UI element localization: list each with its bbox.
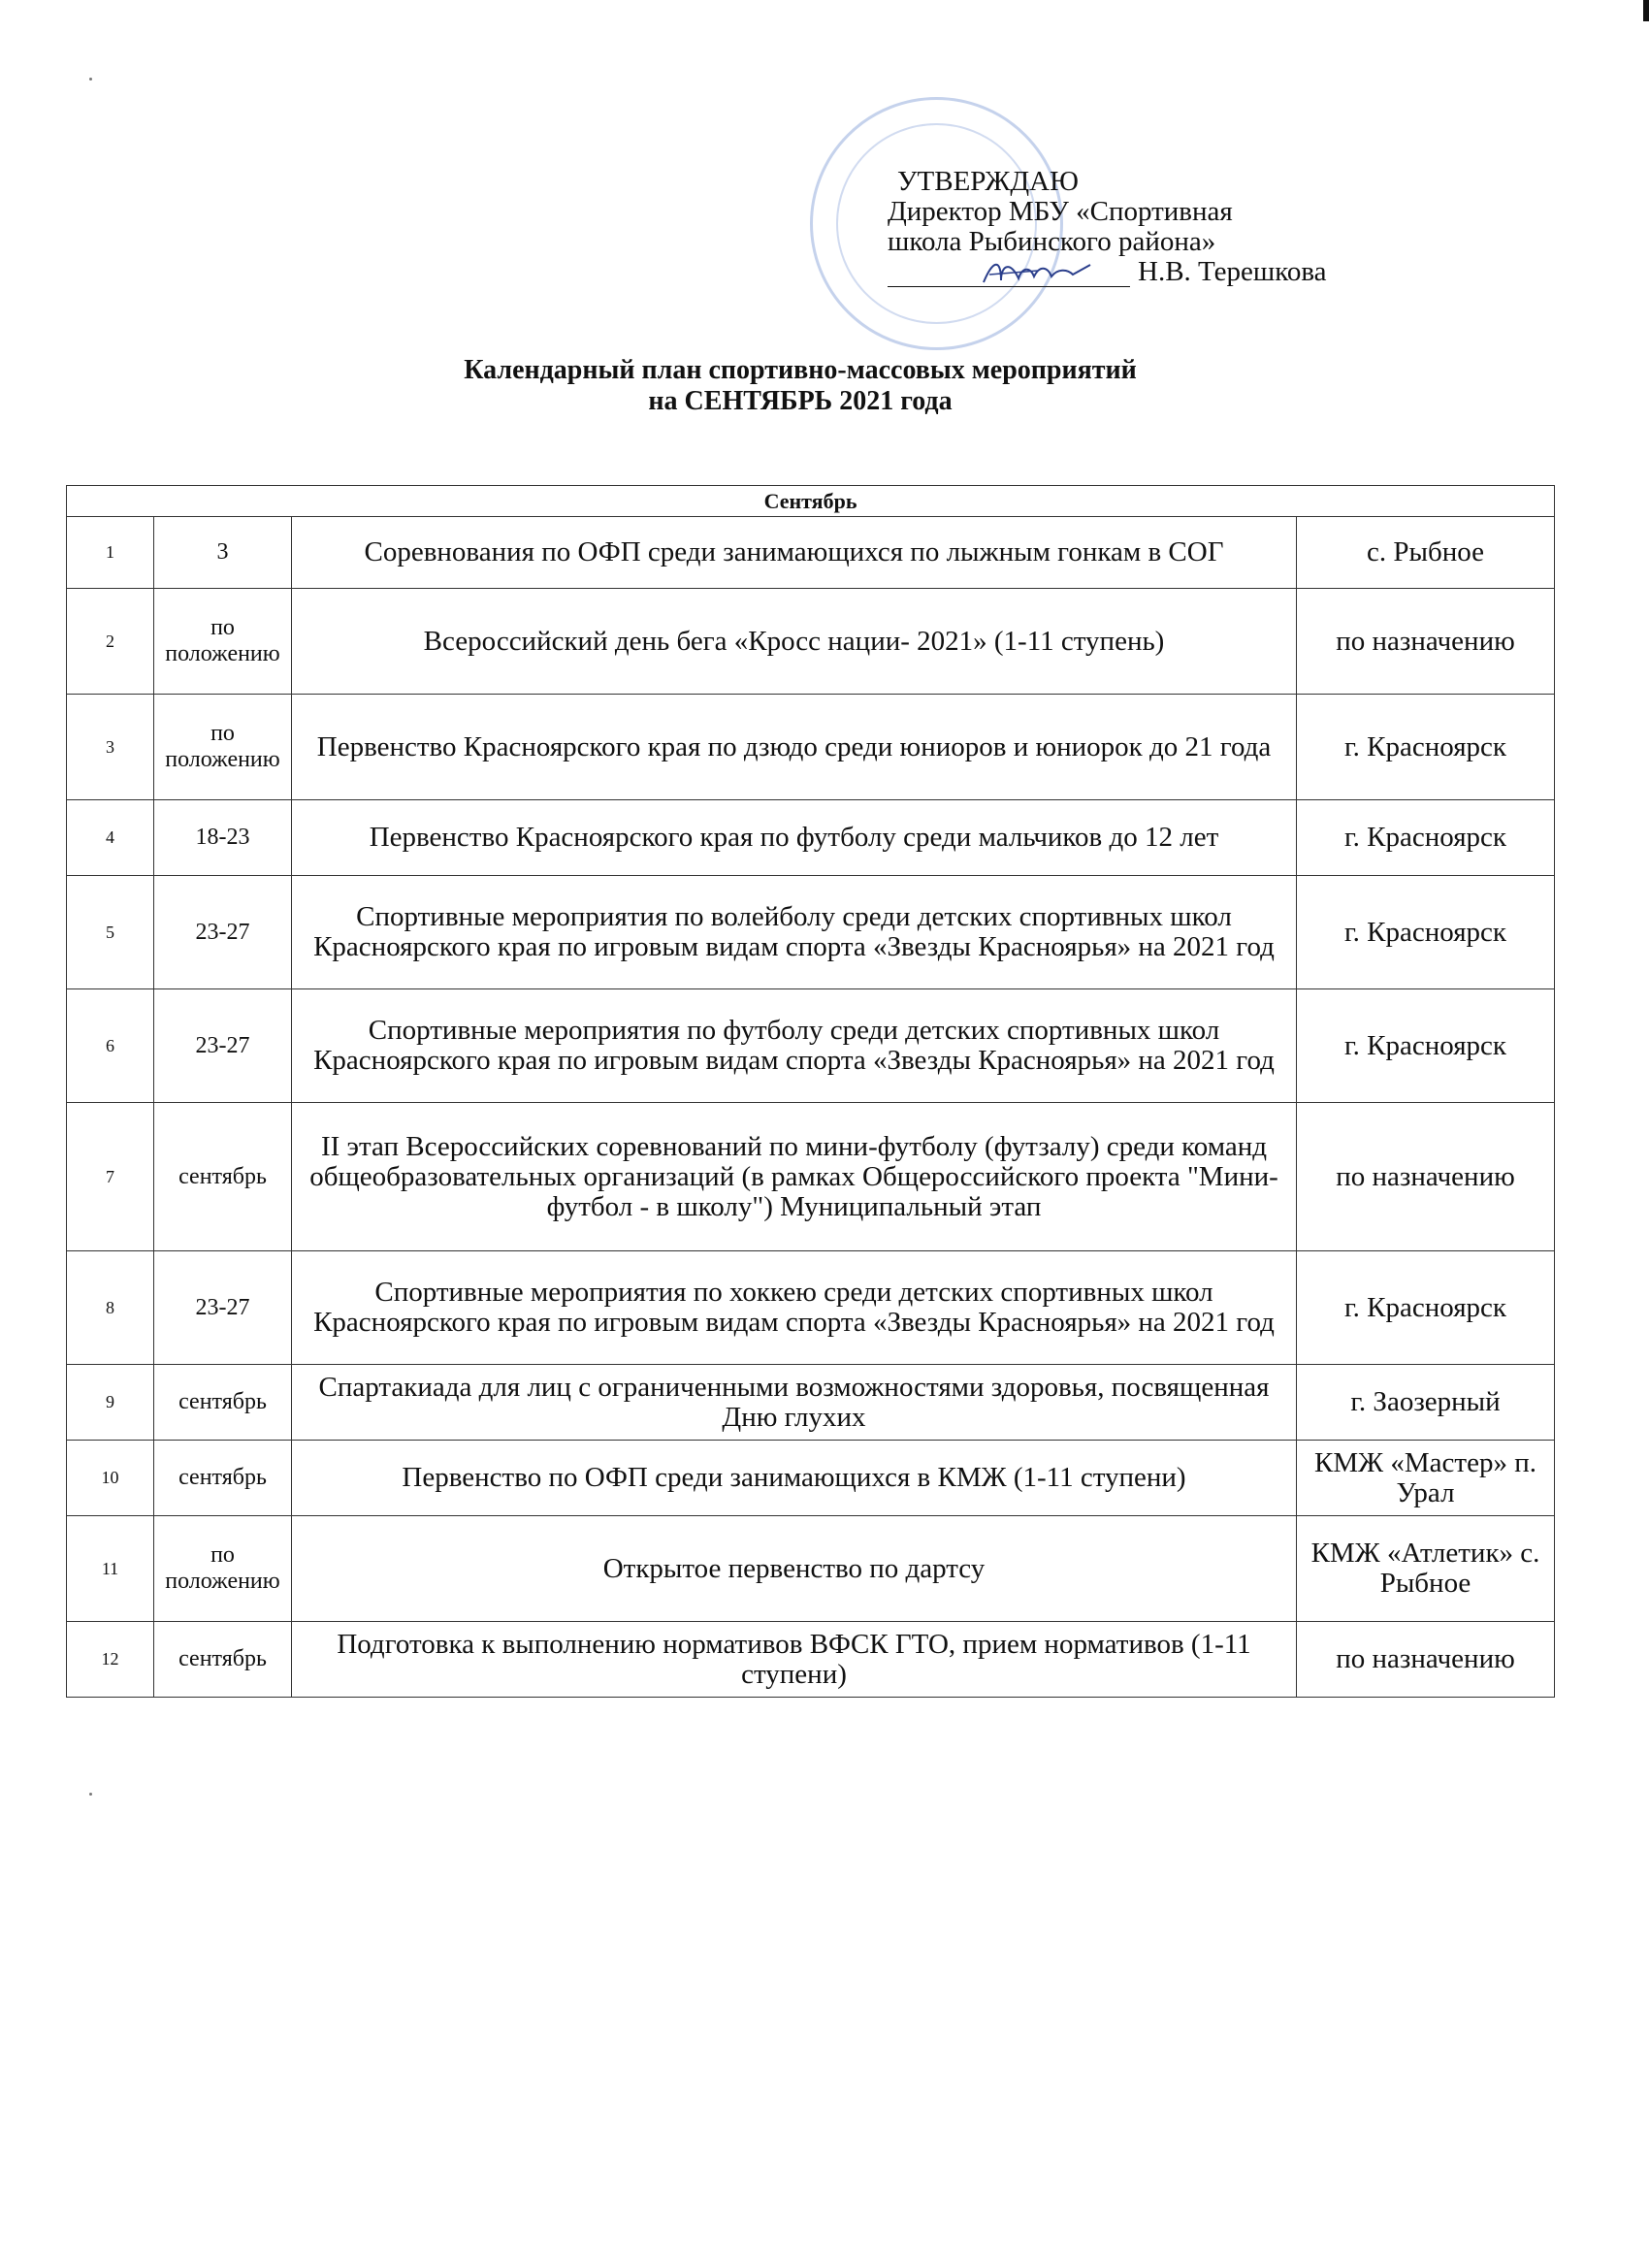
event-date: 23-27 <box>154 876 292 989</box>
title-line-1: Календарный план спортивно-массовых мероприятий <box>464 355 1137 385</box>
event-place: с. Рыбное <box>1297 517 1555 589</box>
row-number: 11 <box>67 1516 154 1622</box>
event-title: Всероссийский день бега «Кросс нации- 2021» (1-11 ступень) <box>292 589 1297 695</box>
event-place: по назначению <box>1297 1622 1555 1698</box>
table-row <box>67 1103 1555 1251</box>
table-body <box>67 517 1555 1698</box>
title-line-2: на СЕНТЯБРЬ 2021 года <box>648 386 953 416</box>
row-number: 1 <box>67 517 154 589</box>
event-date: сентябрь <box>154 1103 292 1251</box>
event-date: по положению <box>154 589 292 695</box>
table-row <box>67 517 1555 589</box>
event-place: КМЖ «Мастер» п. Урал <box>1297 1441 1555 1516</box>
row-number: 7 <box>67 1103 154 1251</box>
event-place: г. Красноярск <box>1297 989 1555 1103</box>
event-place: г. Красноярск <box>1297 695 1555 800</box>
row-number: 6 <box>67 989 154 1103</box>
approval-organization: школа Рыбинского района» <box>888 226 1216 257</box>
table-row <box>67 1441 1555 1516</box>
event-title: II этап Всероссийских соревнований по мини-футболу (футзалу) среди команд общеобразовательных организаций (в рамках Общероссийского проекта "Мини-футбол - в школу") Муниципальный этап <box>292 1103 1297 1251</box>
event-place: г. Красноярск <box>1297 876 1555 989</box>
event-title: Открытое первенство по дартсу <box>292 1516 1297 1622</box>
event-date: сентябрь <box>154 1365 292 1441</box>
event-date: 23-27 <box>154 1251 292 1365</box>
row-number: 12 <box>67 1622 154 1698</box>
table-row <box>67 695 1555 800</box>
event-title: Первенство Красноярского края по дзюдо среди юниоров и юниорок до 21 года <box>292 695 1297 800</box>
row-number: 10 <box>67 1441 154 1516</box>
table-row <box>67 1251 1555 1365</box>
event-date: по положению <box>154 1516 292 1622</box>
table-row <box>67 989 1555 1103</box>
event-title: Спортивные мероприятия по волейболу среди детских спортивных школ Красноярского края по игровым видам спорта «Звезды Красноярья» на 2021 год <box>292 876 1297 989</box>
event-title: Первенство Красноярского края по футболу среди мальчиков до 12 лет <box>292 800 1297 876</box>
row-number: 3 <box>67 695 154 800</box>
document-title <box>0 355 1600 417</box>
row-number: 5 <box>67 876 154 989</box>
table-row <box>67 589 1555 695</box>
handwritten-signature <box>980 253 1096 292</box>
approval-heading: УТВЕРЖДАЮ <box>897 166 1079 197</box>
table-month-header-row <box>67 486 1555 517</box>
scan-edge-mark <box>1643 0 1649 21</box>
row-number: 2 <box>67 589 154 695</box>
scan-speck <box>89 78 92 81</box>
event-date: сентябрь <box>154 1622 292 1698</box>
events-table <box>66 485 1555 1698</box>
event-title: Спартакиада для лиц с ограниченными возможностями здоровья, посвященная Дню глухих <box>292 1365 1297 1441</box>
event-title: Спортивные мероприятия по хоккею среди детских спортивных школ Красноярского края по игровым видам спорта «Звезды Красноярья» на 2021 год <box>292 1251 1297 1365</box>
scan-speck <box>89 1793 92 1796</box>
table-row <box>67 1365 1555 1441</box>
approval-block <box>888 167 1327 287</box>
signature-line <box>888 263 1130 287</box>
event-date: 3 <box>154 517 292 589</box>
event-date: 23-27 <box>154 989 292 1103</box>
event-title: Подготовка к выполнению нормативов ВФСК ГТО, прием нормативов (1-11 ступени) <box>292 1622 1297 1698</box>
event-title: Первенство по ОФП среди занимающихся в КМЖ (1-11 ступени) <box>292 1441 1297 1516</box>
row-number: 4 <box>67 800 154 876</box>
event-title: Спортивные мероприятия по футболу среди детских спортивных школ Красноярского края по игровым видам спорта «Звезды Красноярья» на 2021 год <box>292 989 1297 1103</box>
event-date: сентябрь <box>154 1441 292 1516</box>
table-row <box>67 876 1555 989</box>
event-place: г. Красноярск <box>1297 800 1555 876</box>
event-place: по назначению <box>1297 1103 1555 1251</box>
table-row <box>67 800 1555 876</box>
signature-row <box>888 257 1327 287</box>
event-place: г. Заозерный <box>1297 1365 1555 1441</box>
approval-position: Директор МБУ «Спортивная <box>888 196 1233 227</box>
event-place: г. Красноярск <box>1297 1251 1555 1365</box>
month-header: Сентябрь <box>67 486 1555 517</box>
table-row <box>67 1516 1555 1622</box>
row-number: 8 <box>67 1251 154 1365</box>
table-row <box>67 1622 1555 1698</box>
row-number: 9 <box>67 1365 154 1441</box>
event-place: КМЖ «Атлетик» с. Рыбное <box>1297 1516 1555 1622</box>
signer-name: Н.В. Терешкова <box>1138 256 1327 287</box>
event-date: 18-23 <box>154 800 292 876</box>
event-place: по назначению <box>1297 589 1555 695</box>
event-date: по положению <box>154 695 292 800</box>
event-title: Соревнования по ОФП среди занимающихся по лыжным гонкам в СОГ <box>292 517 1297 589</box>
